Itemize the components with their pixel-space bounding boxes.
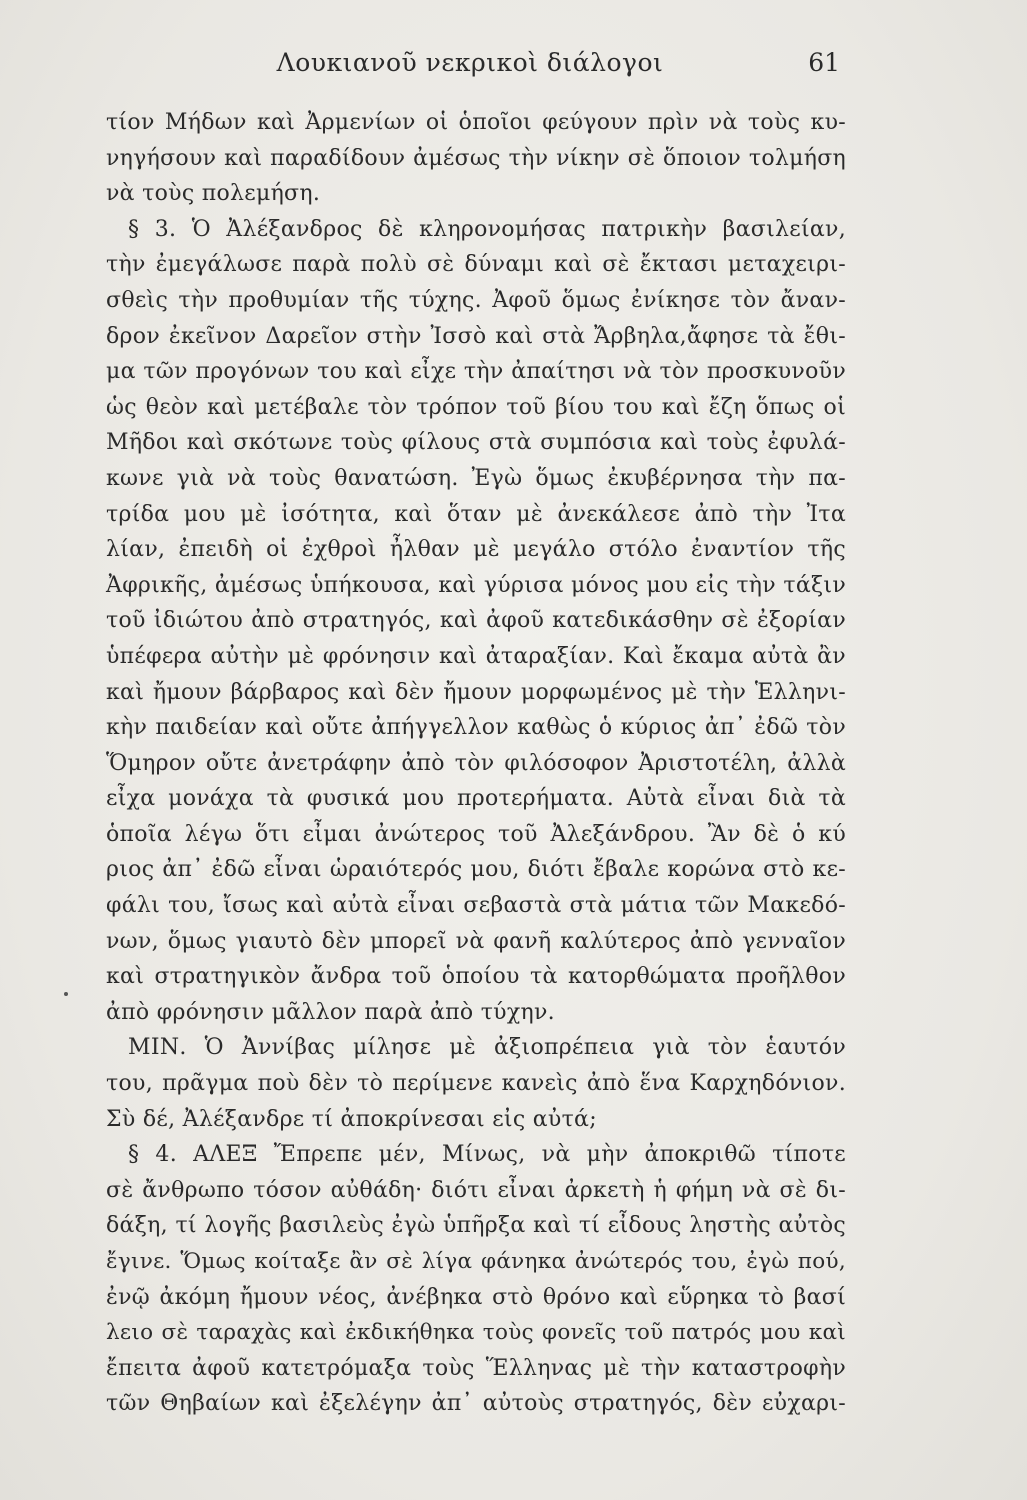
text-line: του, πρᾶγμα ποὺ δὲν τὸ περίμενε κανεὶς ἀπὸ ἕνα Καρχηδόνιον. <box>106 1071 846 1097</box>
text-body <box>106 105 846 1422</box>
text-line: § 4. ΑΛΕΞ Ἔπρεπε μέν, Μίνως, νὰ μὴν ἀποκριθῶ τίποτε <box>128 1142 846 1168</box>
text-line: κωνε γιὰ νὰ τοὺς θανατώση. Ἐγὼ ὅμως ἐκυβέρνησα τὴν πα- <box>106 465 846 491</box>
running-head <box>0 48 1027 88</box>
text-line: ὡς θεὸν καὶ μετέβαλε τὸν τρόπον τοῦ βίου του καὶ ἔζη ὅπως οἱ <box>106 394 846 420</box>
text-line: λίαν, ἐπειδὴ οἱ ἐχθροὶ ἦλθαν μὲ μεγάλο στόλο ἐναντίον τῆς <box>106 537 846 563</box>
text-line: Ἀφρικῆς, ἀμέσως ὑπήκουσα, καὶ γύρισα μόνος μου εἰς τὴν τάξιν <box>106 572 846 598</box>
text-line: δάξη, τί λογῆς βασιλεὺς ἐγὼ ὑπῆρξα καὶ τί εἶδους ληστὴς αὐτὸς <box>106 1213 846 1239</box>
text-line: νηγήσουν καὶ παραδίδουν ἀμέσως τὴν νίκην σὲ ὅποιον τολμήση <box>106 145 846 171</box>
text-line: § 3. Ὁ Ἀλέξανδρος δὲ κληρονομήσας πατρικὴν βασιλείαν, <box>128 216 846 242</box>
text-line: ριος ἀπ᾽ ἐδῶ εἶναι ὡραιότερός μου, διότι ἔβαλε κορώνα στὸ κε- <box>106 857 846 883</box>
text-line: σὲ ἄνθρωπο τόσον αὐθάδη· διότι εἶναι ἀρκετὴ ἡ φήμη νὰ σὲ δι- <box>106 1177 846 1203</box>
text-line: ΜΙΝ. Ὁ Ἀννίβας μίλησε μὲ ἀξιοπρέπεια γιὰ τὸν ἑαυτόν <box>128 1035 846 1061</box>
margin-mark <box>64 992 68 996</box>
text-line: καὶ στρατηγικὸν ἄνδρα τοῦ ὁποίου τὰ κατορθώματα προῆλθον <box>106 964 846 990</box>
text-line: φάλι του, ἴσως καὶ αὐτὰ εἶναι σεβαστὰ στὰ μάτια τῶν Μακεδό- <box>106 893 846 919</box>
running-title: Λουκιανοῦ νεκρικοὶ διάλογοι <box>276 48 664 77</box>
text-line: τρίδα μου μὲ ἰσότητα, καὶ ὅταν μὲ ἀνεκάλεσε ἀπὸ τὴν Ἰτα <box>106 501 846 527</box>
text-line: δρον ἐκεῖνον Δαρεῖον στὴν Ἰσσὸ καὶ στὰ Ἄρβηλα,ἄφησε τὰ ἔθι- <box>106 323 846 349</box>
text-line: τοῦ ἰδιώτου ἀπὸ στρατηγός, καὶ ἀφοῦ κατεδικάσθην σὲ ἐξορίαν <box>106 608 846 634</box>
text-line: ὁποῖα λέγω ὅτι εἶμαι ἀνώτερος τοῦ Ἀλεξάνδρου. Ἂν δὲ ὁ κύ <box>106 821 846 847</box>
text-line: Μῆδοι καὶ σκότωνε τοὺς φίλους στὰ συμπόσια καὶ τοὺς ἐφυλά- <box>106 430 846 456</box>
text-line: ἀπὸ φρόνησιν μᾶλλον παρὰ ἀπὸ τύχην. <box>106 999 555 1025</box>
page-number: 61 <box>808 48 840 77</box>
text-line: κὴν παιδείαν καὶ οὔτε ἀπήγγελλον καθὼς ὁ κύριος ἀπ᾽ ἐδῶ τὸν <box>106 715 846 741</box>
text-line: Σὺ δέ, Ἀλέξανδρε τί ἀποκρίνεσαι εἰς αὐτά; <box>106 1106 597 1132</box>
text-line: τῶν Θηβαίων καὶ ἐξελέγην ἀπ᾽ αὐτοὺς στρατηγός, δὲν εὐχαρι- <box>106 1391 846 1417</box>
text-line: Ὅμηρον οὔτε ἀνετράφην ἀπὸ τὸν φιλόσοφον Ἀριστοτέλη, ἀλλὰ <box>106 750 846 776</box>
text-line: ἔγινε. Ὅμως κοίταξε ἂν σὲ λίγα φάνηκα ἀνώτερός του, ἐγὼ πού, <box>106 1249 846 1274</box>
text-line: εἶχα μονάχα τὰ φυσικά μου προτερήματα. Αὐτὰ εἶναι διὰ τὰ <box>106 786 846 812</box>
text-line: λειο σὲ ταραχὰς καὶ ἐκδικήθηκα τοὺς φονεῖς τοῦ πατρός μου καὶ <box>106 1320 846 1346</box>
text-line: ὑπέφερα αὐτὴν μὲ φρόνησιν καὶ ἀταραξίαν. Καὶ ἔκαμα αὐτὰ ἂν <box>106 643 846 669</box>
text-line: σθεὶς τὴν προθυμίαν τῆς τύχης. Ἀφοῦ ὅμως ἐνίκησε τὸν ἄναν- <box>106 287 846 313</box>
text-line: καὶ ἤμουν βάρβαρος καὶ δὲν ἤμουν μορφωμένος μὲ τὴν Ἑλληνι- <box>106 679 846 705</box>
text-line: τίον Μήδων καὶ Ἀρμενίων οἱ ὁποῖοι φεύγουν πρὶν νὰ τοὺς κυ- <box>106 110 846 135</box>
text-line: νὰ τοὺς πολεμήση. <box>106 181 321 207</box>
text-line: τὴν ἐμεγάλωσε παρὰ πολὺ σὲ δύναμι καὶ σὲ ἔκτασι μεταχειρι- <box>106 252 846 278</box>
text-line: νων, ὅμως γιαυτὸ δὲν μπορεῖ νὰ φανῆ καλύτερος ἀπὸ γενναῖον <box>106 928 846 954</box>
text-line: ἔπειτα ἀφοῦ κατετρόμαξα τοὺς Ἕλληνας μὲ τὴν καταστροφὴν <box>106 1355 846 1381</box>
text-line: μα τῶν προγόνων του καὶ εἶχε τὴν ἀπαίτησι νὰ τὸν προσκυνοῦν <box>106 359 846 385</box>
text-line: ἐνῷ ἀκόμη ἤμουν νέος, ἀνέβηκα στὸ θρόνο καὶ εὕρηκα τὸ βασί <box>106 1284 846 1310</box>
